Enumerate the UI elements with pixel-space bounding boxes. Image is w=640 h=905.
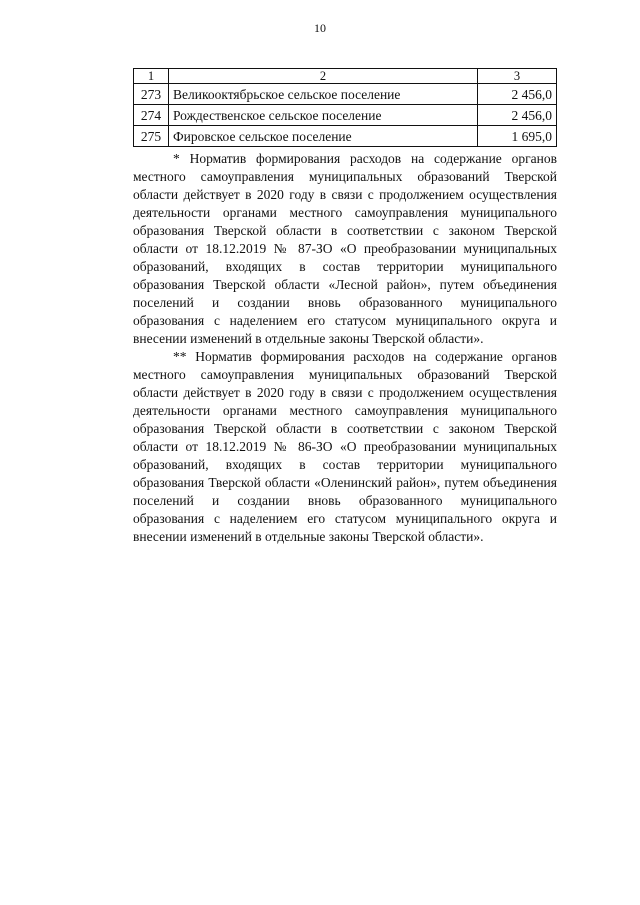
row-number: 275	[134, 126, 169, 147]
footnote-single-asterisk: * Норматив формирования расходов на содержание органов местного самоуправления муниципальных образований Тверской области действует в 2020 году в связи с продолжением осуществления деятельности органами местного самоуправления муниципального образования Тверской области в соответствии с законом Тверской области от 18.12.2019 № 87-ЗО «О преобразовании муниципальных образований, входящих в состав территории муниципального образования Тверской области «Лесной район», путем объединения поселений и создании вновь образованного муниципального образования с наделением его статусом муниципального округа и внесении изменений в отдельные законы Тверской области».	[133, 151, 557, 346]
table-row	[134, 84, 557, 105]
header-cell-name: 2	[169, 69, 478, 84]
header-cell-value: 3	[478, 69, 557, 84]
row-name: Великооктябрьское сельское поселение	[169, 84, 478, 105]
table-header-row	[134, 69, 557, 84]
row-number: 273	[134, 84, 169, 105]
row-name: Рождественское сельское поселение	[169, 105, 478, 126]
page-number: 10	[314, 21, 326, 35]
table-row	[134, 126, 557, 147]
footnotes	[133, 150, 557, 546]
row-name: Фировское сельское поселение	[169, 126, 478, 147]
row-value: 1 695,0	[478, 126, 557, 147]
row-value: 2 456,0	[478, 105, 557, 126]
header-cell-number: 1	[134, 69, 169, 84]
budget-table	[133, 68, 557, 147]
table-row	[134, 105, 557, 126]
row-number: 274	[134, 105, 169, 126]
footnote-double-asterisk: ** Норматив формирования расходов на содержание органов местного самоуправления муниципальных образований Тверской области действует в 2020 году в связи с продолжением осуществления деятельности органами местного самоуправления муниципального образования Тверской области в соответствии с законом Тверской области от 18.12.2019 № 86-ЗО «О преобразовании муниципальных образований, входящих в состав территории муниципального образования Тверской области «Оленинский район», путем объединения поселений и создании вновь образованного муниципального образования с наделением его статусом муниципального округа и внесении изменений в отдельные законы Тверской области».	[133, 349, 557, 544]
row-value: 2 456,0	[478, 84, 557, 105]
